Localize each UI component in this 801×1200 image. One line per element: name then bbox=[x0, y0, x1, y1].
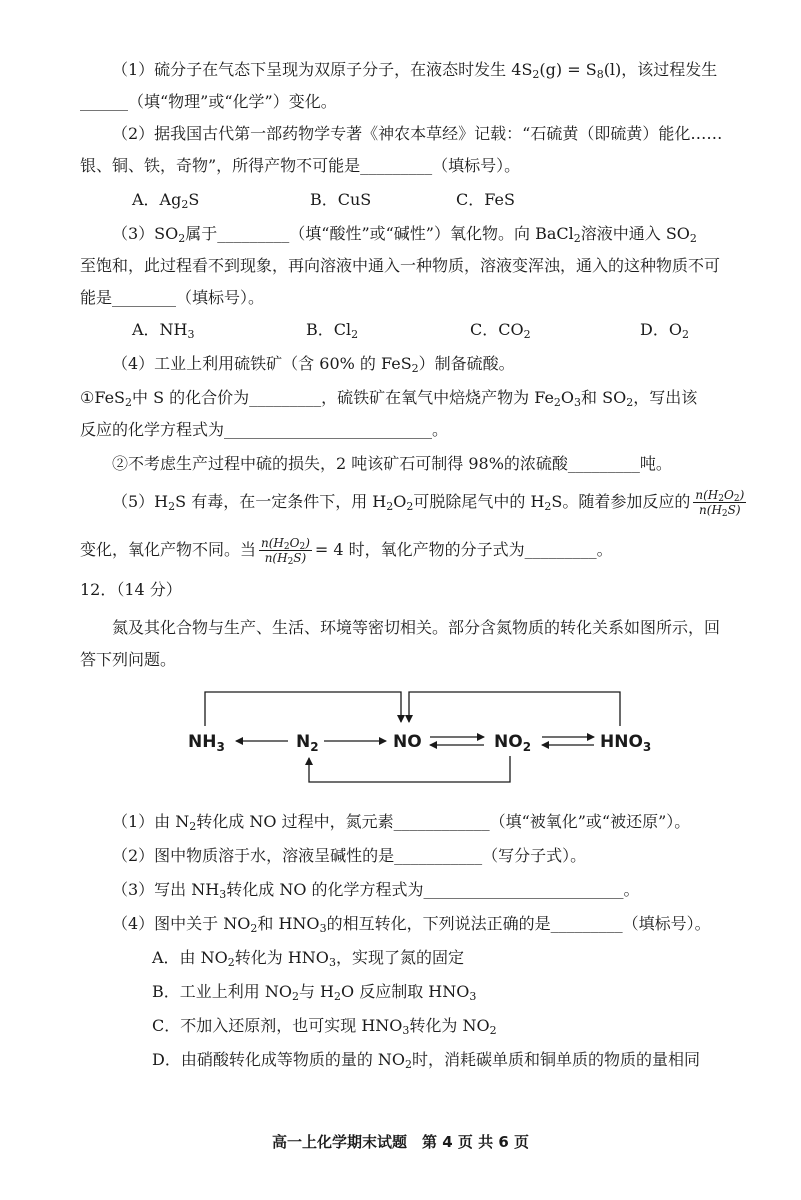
q12-option-c: C．不加入还原剂，也可实现 $HNO_3$转化为 $NO_2$ bbox=[152, 1016, 497, 1037]
q11-part3-option-c: C．$CO_2$ bbox=[470, 320, 531, 341]
q12-header: 12．（14 分） bbox=[80, 580, 182, 599]
q12-part4: （4）图中关于 $NO_2$和 $HNO_3$的相互转化，下列说法正确的是_________（填标号）。 bbox=[112, 914, 711, 935]
q11-part2-option-b: B．CuS bbox=[310, 190, 372, 209]
q11-part4-sub1-line1: ①FeS$_2$中 S 的化合价为_________，硫铁矿在氧气中焙烧产物为 $Fe_2O_3$和 $SO_2$，写出该 bbox=[80, 388, 698, 409]
q11-part5-line1: $(5)H_2S$ 有毒，在一定条件下，用 $H_2O_2$可脱除尾气中的 $H_2S$。随着参加反应的 $\frac{n(H_2O_2)}{n(H_2S)}$ bbox=[112, 488, 745, 519]
ratio-fraction-2: $\frac{n(H_2O_2)}{n(H_2S)}$ bbox=[261, 536, 310, 567]
species-hno3: $HNO_3$ bbox=[600, 732, 652, 754]
q12-part3: （3）写出 $NH_3$转化成 NO 的化学方程式为_________________________。 bbox=[112, 880, 640, 901]
species-n2: $N_2$ bbox=[296, 732, 319, 754]
q11-part1-line2: ______（填“物理”或“化学”）变化。 bbox=[80, 92, 337, 111]
q11-part3-line2: 至饱和，此过程看不到现象，再向溶液中通入一种物质，溶液变浑浊，通入的这种物质不可 bbox=[80, 256, 721, 275]
q11-part4-sub1-line2: 反应的化学方程式为__________________________。 bbox=[80, 420, 449, 439]
q12-intro-line1: 氮及其化合物与生产、生活、环境等密切相关。部分含氮物质的转化关系如图所示，回 bbox=[112, 618, 721, 637]
arrow-nh3-to-no bbox=[205, 692, 401, 726]
species-no2: $NO_2$ bbox=[494, 732, 532, 754]
q11-part3-option-d: D．$O_2$ bbox=[640, 320, 689, 341]
q11-part3-option-a: A．$NH_3$ bbox=[132, 320, 195, 341]
arrow-hno3-to-no bbox=[409, 692, 620, 726]
q11-part2-option-c: C．FeS bbox=[456, 190, 515, 209]
page-footer: 高一上化学期末试题 第 4 页 共 6 页 bbox=[272, 1133, 529, 1151]
q11-part3-line3: 能是________（填标号）。 bbox=[80, 288, 265, 307]
q11-part1-line1: （1）硫分子在气态下呈现为双原子分子，在液态时发生 $4S_2(g) = S_8(l)$，该过程发生 bbox=[112, 60, 718, 81]
q11-part2-line2: 银、铜、铁，奇物”，所得产物不可能是_________（填标号）。 bbox=[80, 156, 521, 175]
species-nh3: $NH_3$ bbox=[188, 732, 225, 754]
q11-part5-line2: 变化，氧化产物不同。当 $\frac{n(H_2O_2)}{n(H_2S)}$ = 4 时，氧化产物的分子式为_________。 bbox=[80, 536, 613, 567]
q11-part3-line1: $(3)SO_2$属于_________（填“酸性”或“碱性”）氧化物。向 BaCl$_2$溶液中通入 $SO_2$ bbox=[112, 224, 697, 245]
q11-part4-line1: （4）工业上利用硫铁矿（含 60% 的 FeS$_2$）制备硫酸。 bbox=[112, 354, 515, 375]
q11-part4-sub2: ②不考虑生产过程中硫的损失，2 吨该矿石可制得 98%的浓硫酸_________吨。 bbox=[112, 454, 672, 473]
species-no: NO bbox=[393, 732, 422, 752]
q11-part2-option-a: A．$Ag_2S$ bbox=[132, 190, 200, 211]
q12-option-a: A．由 $NO_2$转化为 $HNO_3$，实现了氮的固定 bbox=[152, 948, 464, 969]
q12-part2: （2）图中物质溶于水，溶液呈碱性的是___________（写分子式）。 bbox=[112, 846, 587, 865]
q11-part3-option-b: B．$Cl_2$ bbox=[306, 320, 359, 341]
q12-option-b: B．工业上利用 $NO_2$与 $H_2O$ 反应制取 $HNO_3$ bbox=[152, 982, 477, 1003]
q12-option-d: D．由硝酸转化成等物质的量的 $NO_2$时，消耗碳单质和铜单质的物质的量相同 bbox=[152, 1050, 701, 1071]
q11-part2-line1: （2）据我国古代第一部药物学专著《神农本草经》记载：“石硫黄（即硫黄）能化…… bbox=[112, 124, 723, 143]
arrow-no2-to-n2 bbox=[309, 756, 510, 782]
q12-part1: （1）由 $N_2$转化成 NO 过程中，氮元素____________（填“被氧化”或“被还原”）。 bbox=[112, 812, 691, 833]
q12-intro-line2: 答下列问题。 bbox=[80, 650, 177, 669]
ratio-fraction: $\frac{n(H_2O_2)}{n(H_2S)}$ bbox=[695, 488, 745, 519]
